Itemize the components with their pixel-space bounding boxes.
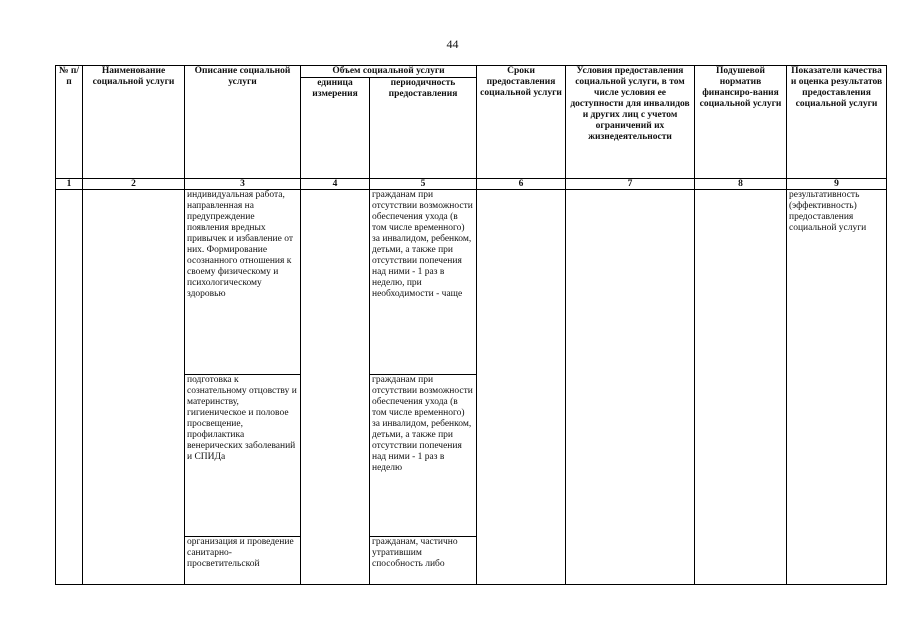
column-number: 1 xyxy=(56,179,83,190)
column-number: 8 xyxy=(695,179,787,190)
header-conditions: Условия предоставления социальной услуги, в том числе условия ее доступности для инвалидов и других лиц с учетом ограничений их жизнедеятельности xyxy=(566,66,695,179)
header-service-name: Наименование социальной услуги xyxy=(83,66,185,179)
header-frequency: периодичность предоставления xyxy=(370,78,477,179)
cell-frequency: гражданам при отсутствии возможности обеспечения ухода (в том числе временного) за инвалидом, ребенком, детьми, а также при отсутствии попечения над ними - 1 раз в неделю xyxy=(370,375,477,537)
cell-description: подготовка к сознательному отцовству и материнству, гигиеническое и половое просвещение, профилактика венерических заболеваний и СПИДа xyxy=(185,375,301,537)
header-row-1 xyxy=(56,66,887,78)
header-unit: единица измерения xyxy=(301,78,370,179)
cell-number xyxy=(56,190,83,585)
column-number-row xyxy=(56,179,887,190)
column-number: 3 xyxy=(185,179,301,190)
column-number: 2 xyxy=(83,179,185,190)
header-terms: Сроки предоставления социальной услуги xyxy=(477,66,566,179)
header-volume: Объем социальной услуги xyxy=(301,66,477,78)
cell-funding-norm xyxy=(695,190,787,585)
header-number: № п/п xyxy=(56,66,83,179)
cell-frequency: гражданам при отсутствии возможности обеспечения ухода (в том числе временного) за инвалидом, ребенком, детьми, а также при отсутствии попечения над ними - 1 раз в неделю, при необходимости - чаще xyxy=(370,190,477,375)
services-table xyxy=(55,65,887,585)
cell-service-name xyxy=(83,190,185,585)
cell-terms xyxy=(477,190,566,585)
column-number: 7 xyxy=(566,179,695,190)
header-description: Описание социальной услуги xyxy=(185,66,301,179)
cell-description: организация и проведение санитарно-просветительской xyxy=(185,537,301,585)
column-number: 5 xyxy=(370,179,477,190)
column-number: 4 xyxy=(301,179,370,190)
header-funding-norm: Подушевой норматив финансиро-вания социальной услуги xyxy=(695,66,787,179)
column-number: 6 xyxy=(477,179,566,190)
column-number: 9 xyxy=(787,179,887,190)
cell-description: индивидуальная работа, направленная на предупреждение появления вредных привычек и избавление от них. Формирование осознанного отношения к своему физическому и психологическому здоровью xyxy=(185,190,301,375)
cell-frequency: гражданам, частично утратившим способность либо xyxy=(370,537,477,585)
page-number: 44 xyxy=(446,37,459,51)
cell-quality-indicators: результативность (эффективность) предоставления социальной услуги xyxy=(787,190,887,585)
cell-unit xyxy=(301,190,370,585)
cell-conditions xyxy=(566,190,695,585)
header-quality-indicators: Показатели качества и оценка результатов предоставления социальной услуги xyxy=(787,66,887,179)
table-row xyxy=(56,190,887,375)
